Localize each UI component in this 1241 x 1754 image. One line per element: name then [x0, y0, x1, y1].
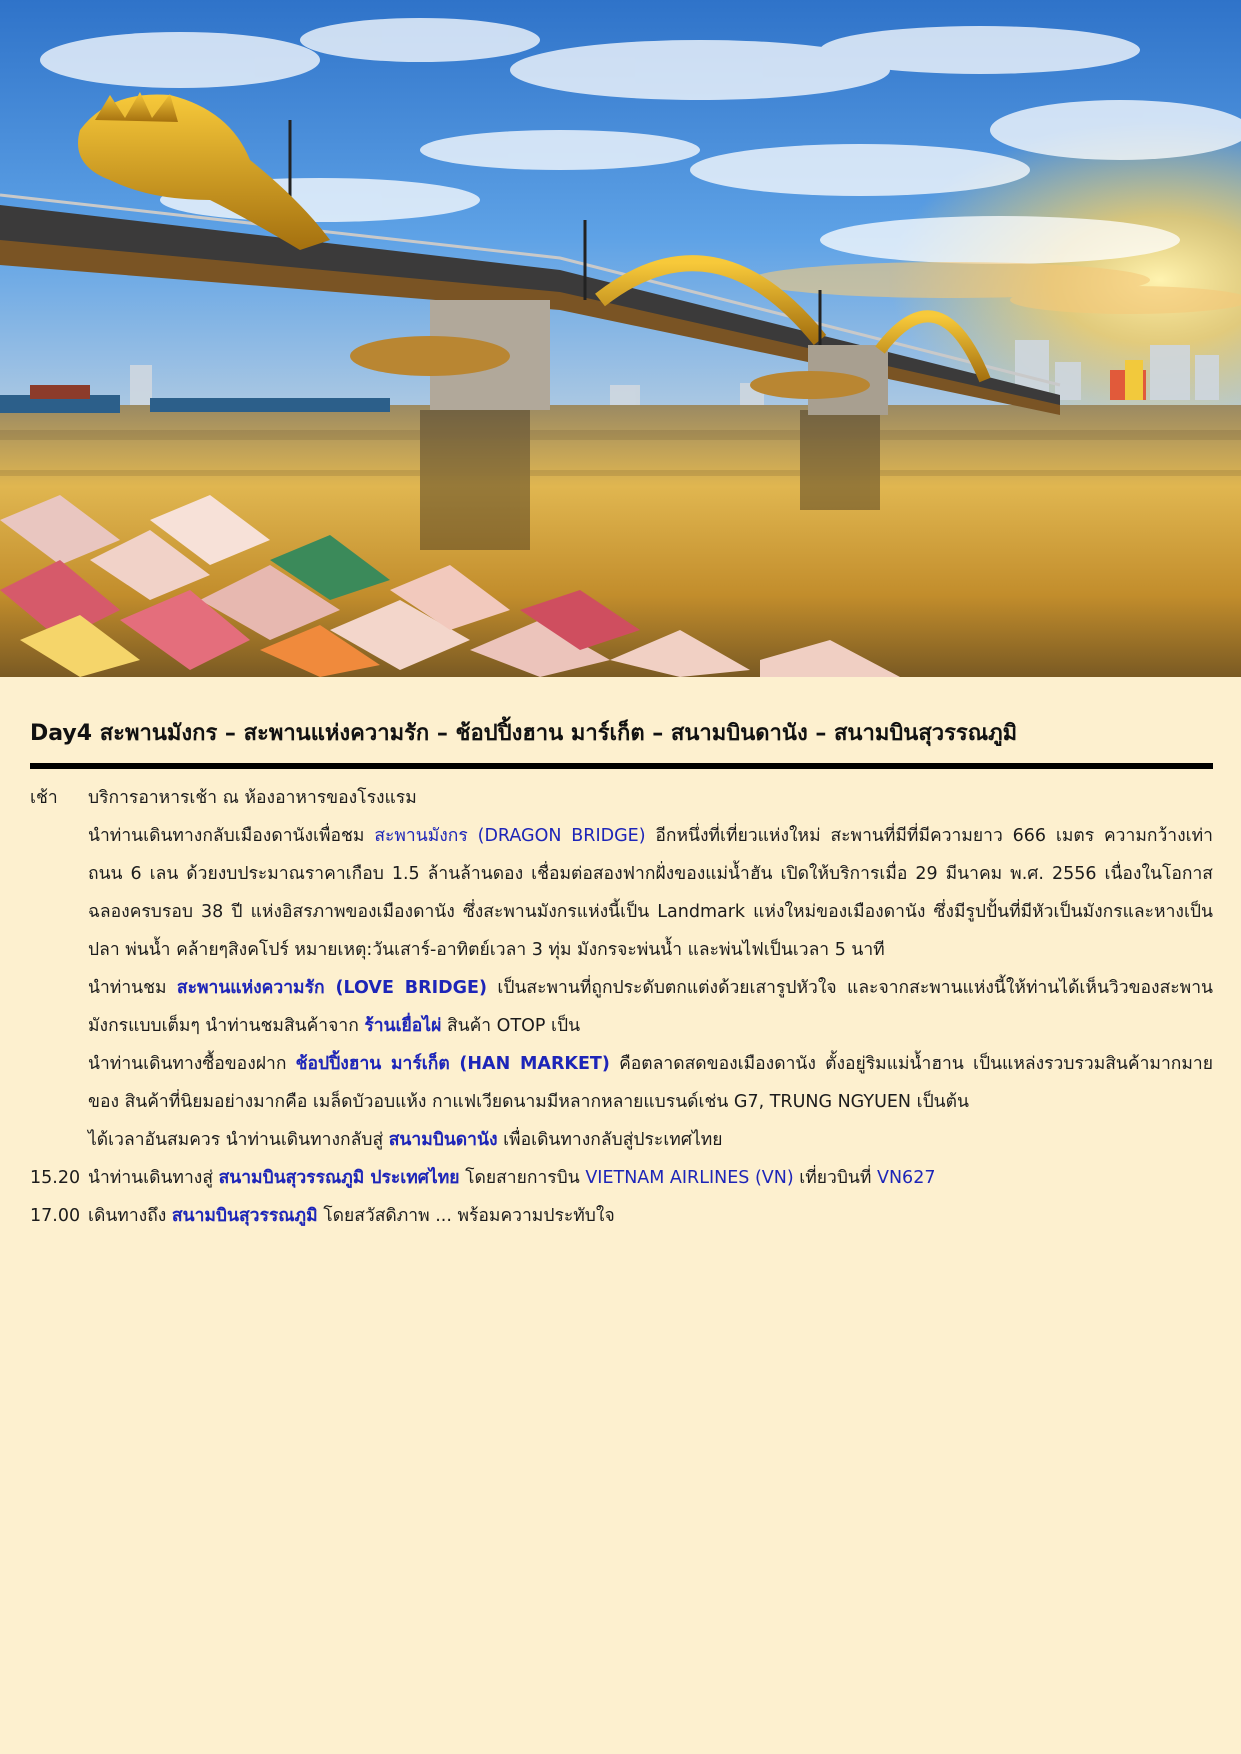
schedule-row-flight [30, 1159, 1213, 1197]
place-love-bridge: สะพานแห่งความรัก (LOVE BRIDGE) [176, 978, 487, 998]
row-text: นำท่านชม สะพานแห่งความรัก (LOVE BRIDGE) เป็นสะพานที่ถูกประดับตกแต่งด้วยเสารูปหัวใจ และจากสะพานแห่งนี้ให้ท่านได้เห็นวิวของสะพานมังกรแบบเต็มๆ นำท่านชมสินค้าจาก ร้านเยื่อไผ่ สินค้า OTOP เป็น [88, 978, 1213, 1036]
row-text: นำท่านเดินทางซื้อของฝาก ช้อปปิ้งฮาน มาร์เก็ต (HAN MARKET) คือตลาดสดของเมืองดานัง ตั้งอยู่ริมแม่น้ำฮาน เป็นแหล่งรวบรวมสินค้ามากมายของ สินค้าที่นิยมอย่างมากคือ เมล็ดบัวอบแห้ง กาแฟเวียดนามมีหลากหลายแบรนด์เช่น G7, TRUNG NGYUEN เป็นต้น [88, 1054, 1213, 1112]
row-text: นำท่านเดินทางสู่ สนามบินสุวรรณภูมิ ประเทศไทย โดยสายการบิน VIETNAM AIRLINES (VN) เที่ยวบินที่ VN627 [88, 1168, 936, 1188]
time-label: 17.00 [30, 1206, 81, 1226]
time-label: 15.20 [30, 1168, 81, 1188]
schedule-row-han-market [30, 1045, 1213, 1121]
place-bamboo-shop: ร้านเยื่อไผ่ [364, 1016, 442, 1036]
row-text: บริการอาหารเช้า ณ ห้องอาหารของโรงแรม [88, 788, 417, 808]
schedule [30, 779, 1213, 1235]
row-text: เดินทางถึง สนามบินสุวรรณภูมิ โดยสวัสดิภาพ ... พร้อมความประทับใจ [88, 1206, 615, 1226]
time-label: เช้า [30, 788, 58, 808]
day-title: Day4 สะพานมังกร – สะพานแห่งความรัก – ช้อปปิ้งฮาน มาร์เก็ต – สนามบินดานัง – สนามบินสุวรรณภูมิ [30, 721, 1018, 746]
place-danang-airport: สนามบินดานัง [388, 1130, 498, 1150]
schedule-row-dragon-bridge [30, 817, 1213, 969]
schedule-row-breakfast [30, 779, 1213, 817]
airline-name: VIETNAM AIRLINES (VN) [585, 1168, 794, 1188]
flight-number: VN627 [877, 1168, 936, 1188]
schedule-row-airport [30, 1121, 1213, 1159]
place-dragon-bridge: สะพานมังกร (DRAGON BRIDGE) [374, 826, 646, 846]
itinerary-section [0, 719, 1241, 1235]
place-han-market: ช้อปปิ้งฮาน มาร์เก็ต (HAN MARKET) [295, 1054, 610, 1074]
place-suvarnabhumi: สนามบินสุวรรณภูมิ ประเทศไทย [218, 1168, 460, 1188]
dragon-bridge-illustration [0, 0, 1241, 677]
place-suvarnabhumi-arrival: สนามบินสุวรรณภูมิ [171, 1206, 318, 1226]
title-divider [30, 763, 1213, 769]
schedule-row-arrival [30, 1197, 1213, 1235]
row-text: ได้เวลาอันสมควร นำท่านเดินทางกลับสู่ สนามบินดานัง เพื่อเดินทางกลับสู่ประเทศไทย [88, 1130, 723, 1150]
row-text: นำท่านเดินทางกลับเมืองดานังเพื่อชม สะพานมังกร (DRAGON BRIDGE) อีกหนึ่งที่เที่ยวแห่งใหม่ สะพานที่มีที่มีความยาว 666 เมตร ความกว้างเท่าถนน 6 เลน ด้วยงบประมาณราคาเกือบ 1.5 ล้านล้านดอง เชื่อมต่อสองฟากฝั่งของแม่น้ำฮัน เปิดให้บริการเมื่อ 29 มีนาคม พ.ศ. 2556 เนื่องในโอกาสฉลองครบรอบ 38 ปี แห่งอิสรภาพของเมืองดานัง ซึ่งสะพานมังกรแห่งนี้เป็น Landmark แห่งใหม่ของเมืองดานัง ซึ่งมีรูปปั้นที่มีหัวเป็นมังกรและหางเป็นปลา พ่นน้ำ คล้ายๆสิงคโปร์ หมายเหตุ:วันเสาร์-อาทิตย์เวลา 3 ทุ่ม มังกรจะพ่นน้ำ และพ่นไฟเป็นเวลา 5 นาที [88, 826, 1214, 960]
hero-photo [0, 0, 1241, 677]
schedule-row-love-bridge [30, 969, 1213, 1045]
